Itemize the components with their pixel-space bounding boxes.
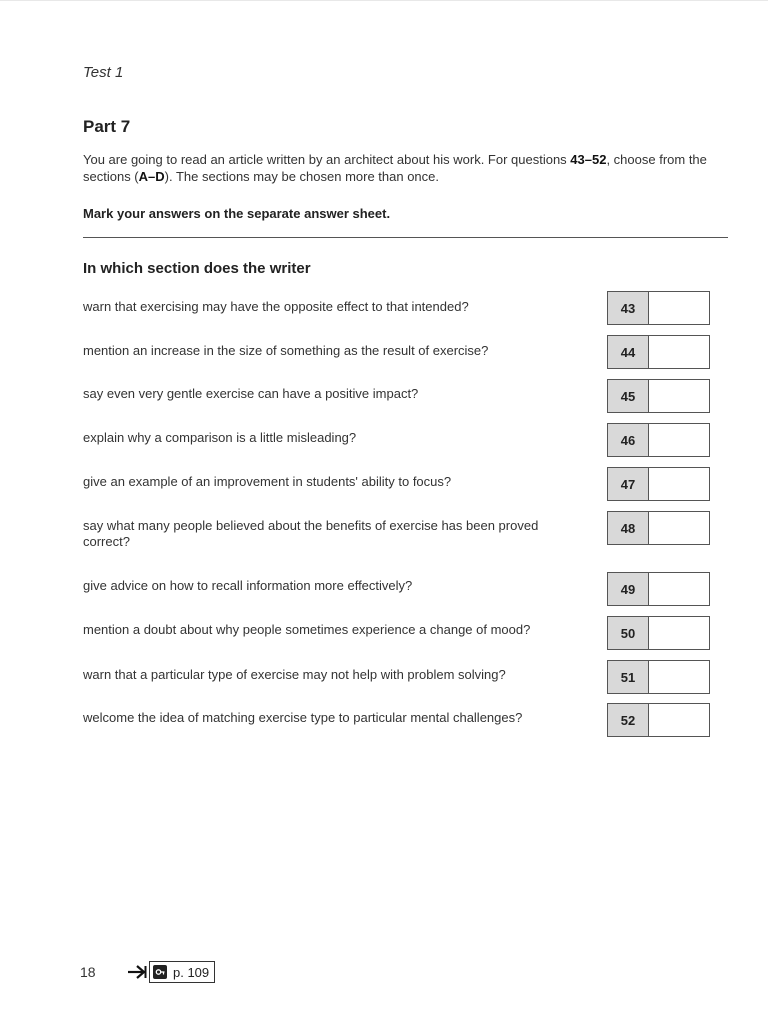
question-number: 50: [608, 617, 649, 649]
answer-field[interactable]: [649, 661, 709, 693]
intro-paragraph: You are going to read an article written by an architect about his work. For questions 43–52, choose from the sections (A–D). The sections may be chosen more than once.: [83, 152, 707, 184]
answer-field[interactable]: [649, 336, 709, 368]
question-text: say what many people believed about the benefits of exercise has been proved correct?: [83, 518, 539, 549]
arrow-right-icon: [127, 964, 147, 980]
answer-box: [607, 423, 710, 457]
answer-key-box: [149, 961, 215, 983]
question-number: 46: [608, 424, 649, 456]
question-text: warn that a particular type of exercise may not help with problem solving?: [83, 667, 506, 682]
answer-field[interactable]: [649, 468, 709, 500]
answer-key-page: p. 109: [173, 964, 210, 980]
question-number: 48: [608, 512, 649, 544]
question-text: mention an increase in the size of something as the result of exercise?: [83, 343, 489, 358]
answer-box: [607, 511, 710, 545]
answer-box: [607, 379, 710, 413]
question-text: mention a doubt about why people sometimes experience a change of mood?: [83, 622, 531, 637]
answer-field[interactable]: [649, 292, 709, 324]
question-range: 43–52: [570, 152, 607, 167]
section-range: A–D: [138, 169, 165, 184]
answer-field[interactable]: [649, 617, 709, 649]
answer-box: [607, 660, 710, 694]
question-text: say even very gentle exercise can have a positive impact?: [83, 386, 419, 401]
question-text: warn that exercising may have the opposite effect to that intended?: [83, 299, 469, 314]
divider: [83, 237, 728, 238]
answer-key-reference: [127, 961, 215, 983]
part-title: Part 7: [83, 117, 131, 136]
page-number: 18: [80, 964, 96, 980]
questions-heading: In which section does the writer: [83, 260, 311, 277]
question-number: 44: [608, 336, 649, 368]
answer-field[interactable]: [649, 704, 709, 736]
question-text: welcome the idea of matching exercise type to particular mental challenges?: [83, 710, 523, 725]
question-number: 47: [608, 468, 649, 500]
question-number: 43: [608, 292, 649, 324]
answer-box: [607, 291, 710, 325]
question-number: 45: [608, 380, 649, 412]
answer-field[interactable]: [649, 512, 709, 544]
question-number: 52: [608, 704, 649, 736]
test-label: Test 1: [83, 64, 124, 81]
answer-field[interactable]: [649, 380, 709, 412]
question-text: explain why a comparison is a little misleading?: [83, 430, 357, 445]
answer-box: [607, 703, 710, 737]
answer-field[interactable]: [649, 424, 709, 456]
answer-box: [607, 616, 710, 650]
answer-box: [607, 467, 710, 501]
answer-box: [607, 335, 710, 369]
answer-instruction: Mark your answers on the separate answer sheet.: [83, 206, 391, 221]
answer-box: [607, 572, 710, 606]
key-icon: [153, 965, 167, 979]
answer-field[interactable]: [649, 573, 709, 605]
question-text: give advice on how to recall information more effectively?: [83, 578, 413, 593]
question-number: 51: [608, 661, 649, 693]
question-text: give an example of an improvement in students' ability to focus?: [83, 474, 452, 489]
question-number: 49: [608, 573, 649, 605]
